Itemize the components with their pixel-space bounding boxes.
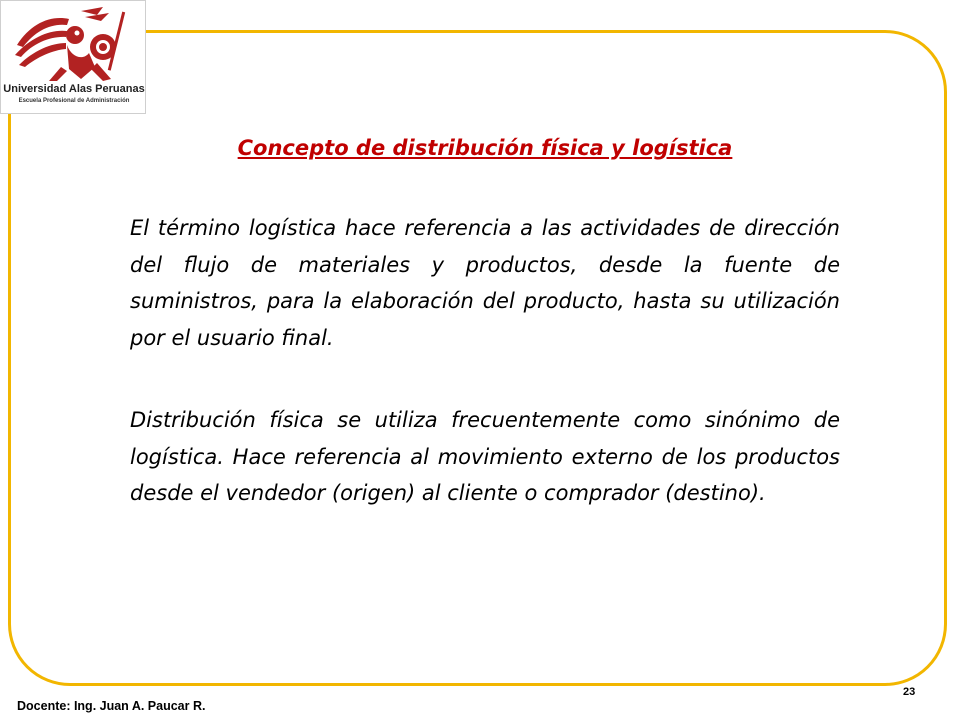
logo-university-name: Universidad Alas Peruanas	[3, 83, 145, 95]
paragraph-logistics-definition: El término logística hace referencia a las actividades de dirección del flujo de materiales y productos, desde la fuente de suministros, para la elaboración del producto, hasta su utilización por el usuario final.	[130, 216, 840, 350]
slide-title: Concepto de distribución física y logística	[237, 136, 733, 160]
logo-school-name: Escuela Profesional de Administración	[18, 98, 130, 104]
slide-frame	[8, 30, 947, 686]
university-logo	[0, 0, 146, 114]
footer-teacher: Docente: Ing. Juan A. Paucar R.	[17, 699, 206, 713]
winged-figure-emblem-icon	[11, 5, 137, 83]
page-number: 23	[903, 686, 916, 698]
paragraph-physical-distribution: Distribución física se utiliza frecuentemente como sinónimo de logística. Hace referencia al movimiento externo de los productos desde el vendedor (origen) al cliente o comprador (destino).	[130, 408, 840, 506]
